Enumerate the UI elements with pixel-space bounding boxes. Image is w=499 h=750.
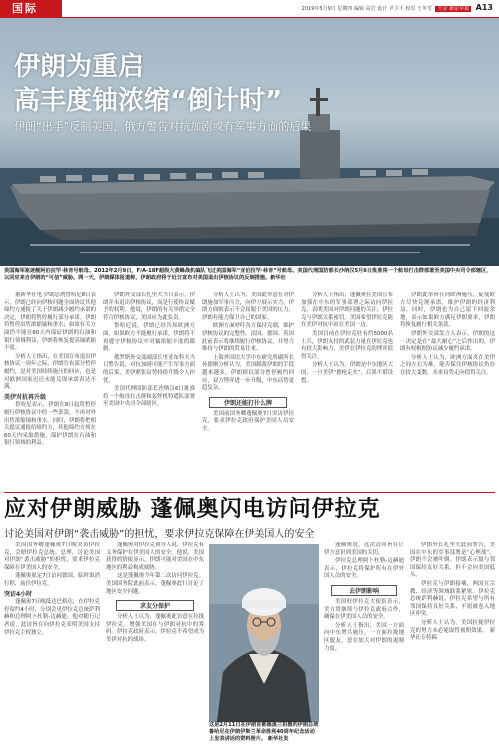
paragraph: 这是蓬佩奥今年第二次访问伊拉克。美国国务院此前表示，蓬佩奥此行讨论了地区安全问题。 [106, 573, 204, 595]
editor-tag: 王京 新京早报 [437, 6, 470, 12]
page-number: A13 [475, 3, 493, 12]
paragraph: 鲁哈尼说，伊朗已经告知欧洲方面，如果欧方不能履行承诺，伊朗将不再遵守伊核协议中对铀浓缩丰度的限制。 [103, 323, 195, 353]
subhead: 突访4小时 [4, 590, 33, 598]
paragraph: 蓬佩奥对伊拉克领导人说，伊拉克有义务保护在伊美国人的安全。他说，美国获得的情报显示，伊朗可能对美国在中东地区的利益构成威胁。 [106, 542, 204, 571]
story1-deck: 伊朗“出手”反制美国，俄方警告对抗加剧或有军事方面的后果 [14, 120, 312, 133]
paragraph: 伊朗外交部发言人表示，伊朗的这一决定是在“最大耐心”之后作出的，伊朗有权根据协议减少履约承诺。 [400, 330, 495, 353]
paragraph: 美国驻伊拉克大使馆表示，美方将继续与伊拉克政府合作，确保在伊美国人员的安全。 [324, 598, 404, 621]
hero-photo-carrier [0, 18, 499, 266]
story1-column-5 [400, 292, 495, 490]
story2-column-2 [106, 542, 204, 748]
paragraph: 分析人士认为，伊朗是中东地区大国，一旦美伊“擦枪走火”，后果不堪设想。 [301, 362, 393, 384]
paragraph: 分析人士认为，美国拉拢伊拉克的努力未必能取得预期效果。 新华社专特稿 [410, 619, 495, 642]
paragraph: 据新华社电 伊朗总统鲁哈尼8日表示，伊朗已经向伊核问题全面协议其他缔约方通报了关于伊朗减少履约承诺的决定，伊朗将暂停履行部分承诺。伊朗将暂停出售浓缩铀和重水；如果有关方面仍不能在60天内保证伊朗的石油和银行领域利益，伊朗将恢复提高铀浓缩丰度。 [4, 292, 96, 352]
section-label: 国际 [0, 0, 62, 18]
story2-column-4 [410, 542, 495, 748]
paragraph: 伊拉克总理阿卜杜勒-迈赫迪表示，伊拉克将保护所有在伊外国人员的安全。 [324, 558, 404, 580]
portrait-caption: 这是2月11日在伊朗首都德黑兰拍摄的伊朗总统鲁哈尼在伊朗伊斯兰革命胜利40周年纪念活动上发表讲话的资料照片。 新华社发 [209, 722, 319, 742]
headline-line-2: 高丰度铀浓缩“倒计时” [14, 86, 283, 116]
subhead: 美伊对抗再升级 [4, 393, 47, 401]
paragraph: 美国国务卿蓬佩奥7日晚突访伊拉克，会晤伊拉克总统、总理，讨论美国对伊朗“袭击威胁”的担忧，要求伊拉克保障在伊美国人的安全。 [4, 542, 100, 571]
story2-column-1 [4, 542, 100, 748]
issue-info: 2019年5月9日 星期四 编辑 高岩 设计 尹卫平 校对 王冬雪 [301, 6, 432, 12]
paragraph: 美国代理国防部长沙纳汉6日批准将一个航母打击群和轰炸机特遣队部署至美国中央司令部辖区。 [103, 386, 195, 408]
headline-line-1: 伊朗为重启 [14, 52, 145, 82]
story2-deck: 讨论美国对伊朗“袭击威胁”的担忧，要求伊拉克保障在伊美国人的安全 [4, 529, 315, 540]
portrait-illustration [209, 544, 319, 722]
date-line [302, 3, 493, 12]
story1-column-1 [4, 292, 96, 490]
paragraph: 伊朗外交部长扎里夫当日表示，伊朗并未退出伊核协议，而是行使协议赋予的权利。他说，伊朗的有关举措完全符合伊核协议，美国应为此负责。 [103, 292, 195, 321]
paragraph: 分析人士认为，蓬佩奥此访意在拉拢伊拉克，增强美国在与伊朗对抗中的筹码。伊拉克政府表示，伊拉克不希望成为美伊对抗的战场。 [106, 614, 204, 643]
paragraph: 分析人士认为，美国此举意在对伊朗施加军事压力，向伊方展示实力。伊朗方面则表示不会屈服于美国的压力，伊朗有能力保卫自己的国家。 [202, 292, 294, 321]
paragraph: 分析人士指出，美国一方面向中东增兵施压，一方面拉拢地区盟友，意在加大对伊朗的遏制力度。 [324, 622, 404, 652]
story-divider [4, 492, 495, 493]
paragraph: 伊朗此举旨在向欧洲施压，促使欧方尽快兑现承诺，维护伊朗的经济利益。同时，伊朗也为自己留下回旋余地，表示如果欧方满足伊朗要求，伊朗将恢复履行相关条款。 [400, 292, 495, 329]
story1-column-3 [202, 292, 294, 490]
rouhani-portrait-photo [209, 544, 319, 722]
story1-headline [14, 50, 282, 118]
paragraph: 分析人士指出，在美国宣布退出伊核协议一周年之际，伊朗宣布部分暂停履约，是对美国持续施压的回应，也是对欧洲国家迟迟未能兑现承诺表达不满。 [4, 353, 96, 391]
boxed-subhead: 伊朗还能打什么牌 [209, 397, 287, 408]
paragraph: 欧洲方面呼吁各方保持克制，维护伊核协议的完整性。法国、德国、英国此前表示将继续履行伊核协议，并努力维持与伊朗的贸易往来。 [202, 323, 294, 353]
paragraph: 分析人士认为，欧洲方面夹在美伊之间左右为难，能否保住伊核协议仍存在较大变数，未来局势走向值得关注。 [400, 354, 495, 376]
paragraph: 美国前国务卿蓬佩奥7日突访伊拉克，要求伊拉克政府保护美国人员安全。 [202, 410, 294, 432]
paragraph: 俄罗斯外交部副部长里亚布科夫当日警告说，对抗加剧可能产生军事方面的后果，美伊紧张局势持续升级令人担忧。 [103, 354, 195, 384]
story1-column-2 [103, 292, 195, 490]
boxed-subhead: 去伊朗影响 [331, 585, 397, 596]
hero-photo-caption: 美国海军驱逐舰阿伯拉罕·林肯号航母。2012年2月9日，F/A-18F超级大黄蜂战机编队飞过美国海军“亚伯拉罕·林肯”号航母。美国代理国防部长沙纳汉5月6日批准将一个航母打击群部署至美国中央司令部辖区，以回应来自伊朗的“可信”威胁。网一天，伊朗媒体报道称，伊朗政府将于近日宣布对美国退出伊核协议的反制措施。新华社 [4, 268, 492, 281]
paragraph: 伊拉克与伊朗接壤，两国在宗教、经济等领域联系紧密。伊拉克总统萨利赫说，伊拉克希望与所有邻国保持良好关系，不愿被卷入地区冲突。 [410, 580, 495, 618]
paragraph: 蓬佩奥7日晚抵达巴格达，在伊拉克停留约4小时，分别会见伊拉克总统萨利赫和总理阿卜杜勒-迈赫迪。他对随行记者说，此访旨在向伊拉克表明美国支持伊拉克主权独立。 [4, 599, 100, 636]
story2-headline: 应对伊朗威胁 蓬佩奥闪电访问伊拉克 [4, 497, 381, 522]
boxed-subhead: 求友分保护 [116, 600, 194, 611]
story2-column-3 [324, 542, 404, 748]
paragraph: 伊朗外长扎里夫此前警告，美国在中东的军事部署是“心理战”，伊朗不会被吓倒。伊朗表示愿与邻国保持友好关系，但不会向美国低头。 [410, 542, 495, 579]
masthead [0, 0, 499, 18]
story1-column-4 [301, 292, 393, 490]
paragraph: 美国目前在伊拉克驻有约5000名士兵，伊朗支持的武装力量在伊拉克也有较大影响力，美伊在伊拉克的博弈值得关注。 [301, 330, 393, 360]
paragraph: 分析人士指出，蓬佩奥在美国宣布加强在中东的军事部署之际访问伊拉克，表明美国对伊朗问题的关注。伊拉克与伊朗关系密切，美国希望伊拉克能在美伊对抗中站在美国一边。 [301, 292, 393, 329]
paragraph: 鲁哈尼表示，伊朗在8日起将暂停履行伊核协议中的一些条款，不再对外出售浓缩铀和重水。同时，伊朗将把相关提议通报给缔约方，其他缔约方须在60天内采取措施，保护伊朗在石油和银行领域的利益。 [4, 402, 96, 447]
paragraph: 上海外国语大学中东研究所副所长孙德刚分析认为，美国制裁伊朗的手段越来越多，伊朗则以部分暂停履约回应，双方博弈进一步升级，中东局势更趋复杂。 [202, 354, 294, 392]
paragraph: 蓬佩奥说，这次访问旨在让伊方意识到美国的关切。 [324, 542, 404, 556]
paragraph: 蓬佩奥原定7日访问德国，临时取消行程，前往伊拉克。 [4, 573, 100, 587]
